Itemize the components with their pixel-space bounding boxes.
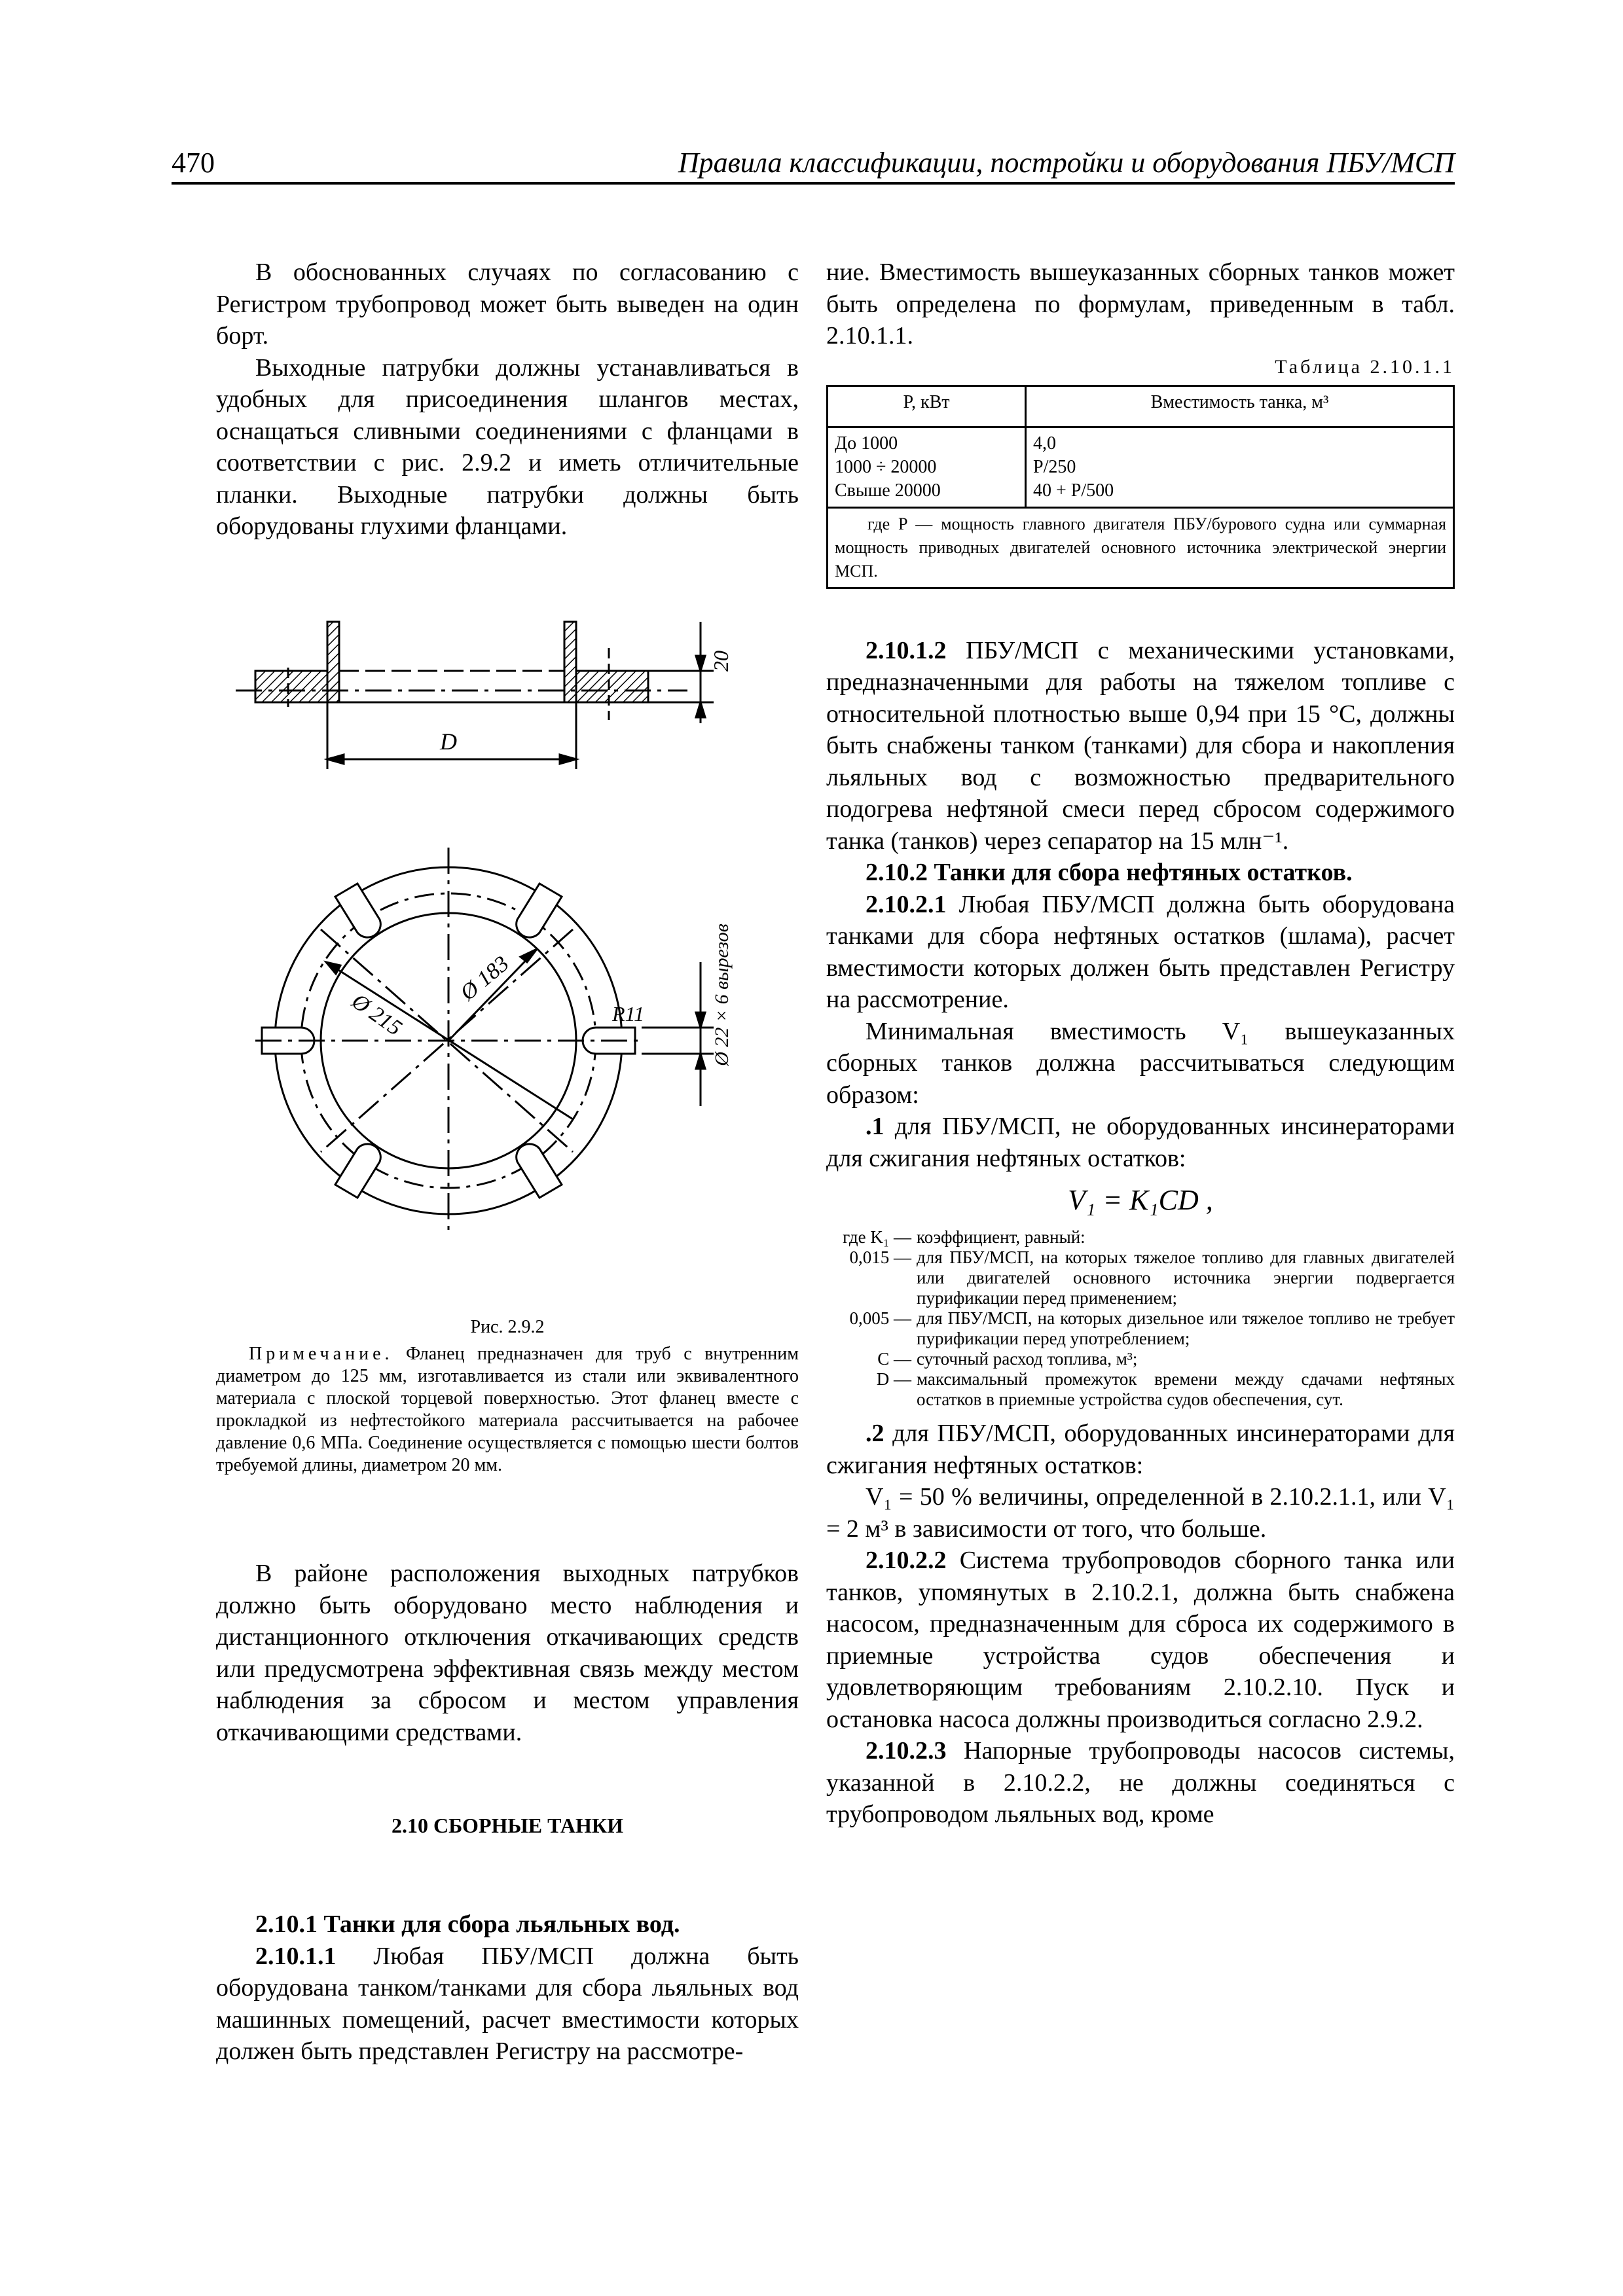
table-cell-capacity: 4,0 P/250 40 + P/500: [1026, 427, 1454, 507]
figure-caption: Рис. 2.9.2: [470, 1317, 545, 1337]
figure-note-lead: Примечание.: [249, 1344, 393, 1364]
table-header-capacity: Вместимость танка, м³: [1026, 386, 1454, 427]
definition-row: C — суточный расход топлива, м³;: [877, 1349, 1138, 1369]
page-header: [172, 149, 1455, 185]
paragraph: В обоснованных случаях по согласованию с Регистром трубопровод может быть выведен на один борт.: [216, 259, 799, 350]
table-cell-power: До 1000 1000 ÷ 20000 Свыше 20000: [828, 427, 1026, 507]
subsection-heading: 2.10.1 Танки для сбора льяльных вод.: [255, 1910, 680, 1938]
flange-svg: [216, 609, 753, 1296]
figure-note: [216, 1343, 799, 1477]
page-number: 470: [172, 147, 215, 179]
item-number: .1: [866, 1113, 884, 1140]
paragraph: V₁ = 50 % величины, определенной в 2.10.2.1.1, или V₁ = 2 м³ в зависимости от того, что больше.: [826, 1483, 1455, 1543]
dim-slots-label: Ø 22 × 6 вырезов: [711, 924, 733, 1066]
paragraph-number: 2.10.1.1: [255, 1942, 337, 1970]
capacity-table: [826, 385, 1455, 589]
definition-row: D — максимальный промежуток времени между сдачами нефтяных остатков в приемные устройства судов обеспечения, сут.: [876, 1369, 1455, 1409]
table-caption: Таблица 2.10.1.1: [1275, 355, 1455, 378]
running-title: Правила классификации, постройки и оборудования ПБУ/МСП: [678, 147, 1455, 179]
paragraph: 2.10.1.2 ПБУ/МСП с механическими установками, предназначенными для работы на тяжелом топливе с относительной плотностью выше 0,94 при 15 °С, должны быть снабжены танком (танками) для сбора и накопления льяльных вод с возможностью предварительного подогрева нефтяной смеси перед сбросом содержимого танка (танков) через сепаратор на 15 млн⁻¹.: [826, 636, 1455, 855]
dim-d215-label: Ø 215: [347, 989, 407, 1041]
subsection-heading: 2.10.2 Танки для сбора нефтяных остатков.: [866, 859, 1353, 886]
figure-note-text: Фланец предназначен для труб с внутренним диаметром до 125 мм, изготавливается из стали или эквивалентного материала с плоской торцевой поверхностью. Этот фланец вместе с прокладкой из нефтестойкого материала рассчитывается на рабочее давление 0,6 МПа. Соединение осуществляется с помощью шести болтов требуемой длины, диаметром 20 мм.: [216, 1344, 799, 1475]
flange-drawing: [216, 609, 753, 1296]
section-title: 2.10 СБОРНЫЕ ТАНКИ: [392, 1814, 623, 1837]
table-note: где P — мощность главного двигателя ПБУ/бурового судна или суммарная мощность приводных двигателей основного источника электрической энергии МСП.: [828, 507, 1454, 588]
left-column-bottom: [216, 1558, 799, 2068]
paragraph: В районе расположения выходных патрубков должно быть оборудовано место наблюдения и дистанционного отключения откачивающих средств или предусмотрена эффективная связь между местом наблюдения за сбросом и местом управления откачивающими средствами.: [216, 1560, 799, 1746]
dim-20-label: 20: [709, 651, 733, 672]
dim-d-label: D: [440, 728, 457, 755]
right-column: [826, 257, 1455, 1831]
item-number: .2: [866, 1420, 884, 1447]
paragraph: .2 для ПБУ/МСП, оборудованных инсинераторами для сжигания нефтяных остатков:: [826, 1420, 1455, 1479]
definition-list: [826, 1227, 1455, 1410]
paragraph-number: 2.10.2.3: [866, 1737, 947, 1765]
definition-row: где K₁ — коэффициент, равный:: [843, 1227, 1085, 1247]
paragraph: .1 для ПБУ/МСП, не оборудованных инсинераторами для сжигания нефтяных остатков:: [826, 1113, 1455, 1172]
dim-d183-label: Ø 183: [456, 951, 514, 1006]
dim-r11-label: R11: [612, 1002, 645, 1026]
paragraph-number: 2.10.2.1: [866, 890, 947, 918]
left-column-top: [216, 257, 799, 543]
paragraph-number: 2.10.2.2: [866, 1547, 947, 1574]
paragraph: 2.10.2.2 Система трубопроводов сборного танка или танков, упомянутых в 2.10.2.1, должна быть снабжена насосом, предназначенным для сброса их содержимого в приемные устройства судов обеспечения и удовлетворяющим требованиям 2.10.2.10. Пуск и остановка насоса должны производиться согласно 2.9.2.: [826, 1547, 1455, 1733]
paragraph-number: 2.10.1.2: [866, 636, 947, 664]
formula: V₁ = K₁CD ,: [1068, 1184, 1213, 1216]
paragraph: Выходные патрубки должны устанавливаться в удобных для присоединения шлангов местах, оснащаться сливными соединениями с фланцами в соответствии с рис. 2.9.2 и иметь отличительные планки. Выходные патрубки должны быть оборудованы глухими фланцами.: [216, 353, 799, 540]
paragraph: 2.10.1.1 Любая ПБУ/МСП должна быть оборудована танком/танками для сбора льяльных вод машинных помещений, расчет вместимости которых должен быть представлен Регистру на рассмотре-: [216, 1942, 799, 2065]
definition-row: 0,015 — для ПБУ/МСП, на которых тяжелое топливо для главных двигателей или двигателей основного источника энергии подвергается пурификации перед применением;: [849, 1247, 1455, 1308]
paragraph: 2.10.2.3 Напорные трубопроводы насосов системы, указанной в 2.10.2.2, не должны соединяться с трубопроводом льяльных вод, кроме: [826, 1737, 1455, 1828]
paragraph: ние. Вместимость вышеуказанных сборных танков может быть определена по формулам, приведенным в табл. 2.10.1.1.: [826, 259, 1455, 350]
definition-row: 0,005 — для ПБУ/МСП, на которых дизельное или тяжелое топливо не требует пурификации перед употреблением;: [849, 1308, 1455, 1348]
paragraph: 2.10.2.1 Любая ПБУ/МСП должна быть оборудована танками для сбора нефтяных остатков (шлама), расчет вместимости которых должен быть представлен Регистру на рассмотрение.: [826, 890, 1455, 1013]
paragraph: Минимальная вместимость V₁ вышеуказанных сборных танков должна рассчитываться следующим образом:: [826, 1017, 1455, 1109]
table-header-power: P, кВт: [828, 386, 1026, 427]
